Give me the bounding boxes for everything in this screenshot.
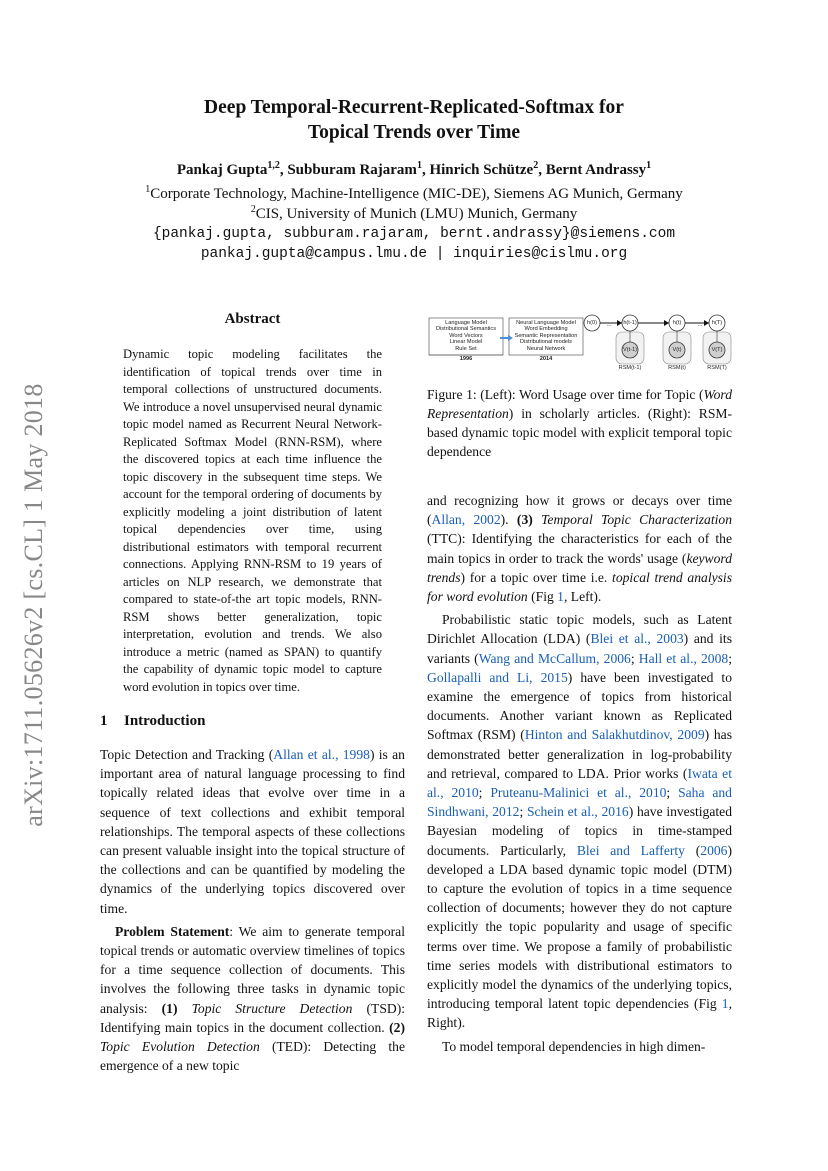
ellipsis: ... bbox=[697, 322, 703, 328]
italic-text: keyword trends bbox=[427, 550, 732, 585]
author-name: Bernt Andrassy bbox=[545, 162, 647, 178]
body-text: ). bbox=[500, 512, 517, 528]
citation-link[interactable]: Hinton and Salakhutdinov, 2009 bbox=[524, 727, 705, 743]
term-label: Semantic Representation bbox=[514, 332, 578, 339]
paragraph bbox=[100, 922, 405, 1076]
term-label: Word Embedding bbox=[524, 326, 568, 333]
rsm-label: RSM(T) bbox=[707, 365, 727, 371]
body-text: ) have been investigated to examine the emergence of topics from historical documents. Another variant known as Replicated Softmax (RSM) ( bbox=[427, 669, 733, 743]
bold-text: Problem Statement bbox=[115, 923, 230, 939]
term-label: Distributional models bbox=[520, 339, 572, 346]
visible-node-label: V(t) bbox=[672, 347, 682, 353]
author-affiliation-mark: 2 bbox=[533, 160, 539, 171]
body-text: ) is an important area of natural language processing to find topically related ideas that evolve over time in a sequence of text collections and exhibit temporal relationships. The temporal aspects of these collections can present valuable insight into the topical structure of the collections and can be quantified by modeling the dynamics of the underlying topics discovered over time. bbox=[100, 747, 405, 916]
body-text: and recognizing how it grows or decays over time ( bbox=[427, 493, 732, 528]
term-label: Neural Language Model bbox=[516, 320, 576, 326]
author-affiliation-mark: 1 bbox=[416, 160, 422, 171]
affiliation-mark: 2 bbox=[250, 204, 256, 215]
body-text: ; bbox=[666, 785, 679, 801]
hidden-node-label: h(0) bbox=[587, 320, 597, 326]
body-text: , Left). bbox=[563, 589, 602, 605]
term-label: Distributional Semantics bbox=[435, 326, 496, 333]
affiliation-text: Corporate Technology, Machine-Intelligence (MIC-DE), Siemens AG Munich, Germany bbox=[150, 186, 683, 202]
title-line-1: Deep Temporal-Recurrent-Replicated-Softmax for bbox=[204, 97, 624, 118]
citation-link[interactable]: Schein et al., 2016 bbox=[526, 804, 629, 820]
figure-1 bbox=[427, 312, 732, 374]
body-text: Probabilistic static topic models, such as Latent Dirichlet Allocation (LDA) ( bbox=[427, 612, 732, 647]
body-text: ) developed a LDA based dynamic topic model (DTM) to capture the evolution of topics in a time sequence collection of documents; however they do not capture explicitly the topic popularity and usage of specific terms over time. We propose a family of probabilistic time series models with distributional estimators to explicitly model the dynamics of the underlying topics, introducing temporal latent topic dependencies (Fig bbox=[427, 842, 732, 1012]
author-list: Pankaj Gupta$^{1,2}$, Subburam Rajaram$^1$, Hinrich Schütze$^2$, Bernt Andrassy$^1$ bbox=[176, 160, 652, 178]
email-line-1: {pankaj.gupta, subburam.rajaram, bernt.andrassy}@siemens.com bbox=[152, 226, 676, 242]
section-heading bbox=[100, 713, 205, 730]
body-text: (Fig bbox=[527, 589, 558, 605]
term-label: Word Vectors bbox=[449, 332, 483, 339]
citation-link[interactable]: Gollapalli and Li, 2015 bbox=[427, 669, 568, 685]
hidden-node-label: h(t) bbox=[672, 320, 682, 326]
citation-link[interactable]: Pruteanu-Malinici et al., 2010 bbox=[490, 785, 667, 801]
rsm-label: RSM(t-1) bbox=[618, 365, 642, 371]
arxiv-stamp: arXiv:1711.05626v2 [cs.CL] 1 May 2018 bbox=[19, 383, 48, 827]
citation-link[interactable]: Wang and McCallum, 2006 bbox=[478, 650, 631, 666]
italic-text: Word Representation bbox=[427, 387, 732, 421]
rsm-label: RSM(t) bbox=[668, 365, 686, 371]
body-text: Topic Detection and Tracking ( bbox=[100, 747, 274, 762]
paragraph bbox=[427, 610, 732, 1032]
hidden-node-label: h(T) bbox=[711, 320, 723, 326]
italic-text: Temporal Topic Characterization bbox=[541, 512, 733, 528]
body-text: Figure 1: (Left): Word Usage over time for Topic ( bbox=[427, 387, 704, 402]
citation-link[interactable]: Iwata et al., 2010 bbox=[427, 765, 732, 801]
body-text: (TTC): Identifying the characteristics for each of the main topics in order to track the words' usage ( bbox=[427, 531, 732, 566]
body-text: ) have investigated Bayesian modeling of topics in time-stamped documents. Particularly, bbox=[427, 804, 732, 858]
citation-link[interactable]: Saha and Sindhwani, 2012 bbox=[427, 785, 732, 820]
section-title: Introduction bbox=[124, 713, 206, 729]
body-text: ; bbox=[630, 650, 639, 666]
affiliation-mark: 1 bbox=[145, 184, 151, 195]
body-text: ) in scholarly articles. (Right): RSM-based dynamic topic model with explicit temporal topic dependence bbox=[427, 406, 732, 459]
author-name: Subburam Rajaram bbox=[287, 162, 417, 178]
list-1996 bbox=[429, 320, 503, 352]
arxiv-stamp-container bbox=[4, 360, 64, 850]
term-label: Language Model bbox=[445, 320, 487, 326]
body-text: ( bbox=[684, 842, 701, 858]
author-affiliation-mark: 1,2 bbox=[267, 160, 280, 171]
paragraph bbox=[427, 1037, 732, 1056]
citation-link[interactable]: Blei and Lafferty bbox=[576, 842, 685, 858]
paragraph bbox=[427, 491, 732, 606]
body-text: : We aim to generate temporal topical trends or automatic overview timelines of topics for a time sequence collection of documents. This involves the following three tasks in dynamic topic analysis: bbox=[100, 923, 405, 1016]
affiliation-2 bbox=[0, 206, 828, 223]
author-affiliation-mark: 1 bbox=[646, 160, 652, 171]
figure-caption bbox=[427, 385, 732, 461]
citation-link[interactable]: Hall et al., 2008 bbox=[638, 650, 729, 666]
left-column-body bbox=[100, 745, 405, 1075]
list-2014 bbox=[509, 320, 583, 352]
body-text: ) and its variants ( bbox=[427, 631, 732, 666]
term-label: Linear Model bbox=[449, 339, 483, 346]
year-1996: 1996 bbox=[459, 356, 473, 362]
title-line-2: Topical Trends over Time bbox=[307, 122, 521, 143]
body-text: ; bbox=[519, 804, 527, 820]
term-label: Rule Set bbox=[455, 345, 477, 352]
citation-link[interactable]: Blei et al., 2003 bbox=[590, 631, 684, 647]
italic-text: topical trend analysis for word evolution bbox=[427, 569, 732, 605]
body-text: ) has demonstrated better generalization in log-probability and retrieval, compared to LDA. Prior works ( bbox=[427, 727, 732, 781]
affiliation-1 bbox=[0, 186, 828, 203]
visible-node-label: V(T) bbox=[711, 347, 723, 353]
body-text: (TSD): Identifying main topics in the document collection. bbox=[100, 1000, 405, 1035]
citation-link[interactable]: Allan, 2002 bbox=[431, 512, 501, 528]
ellipsis: ... bbox=[606, 322, 612, 328]
visible-node-label: V(t-1) bbox=[623, 347, 637, 353]
bold-text: (2) bbox=[389, 1019, 405, 1035]
bold-text: (1) bbox=[161, 1000, 192, 1016]
right-column-body bbox=[427, 491, 732, 1056]
body-text: To model temporal dependencies in high dimen- bbox=[442, 1038, 706, 1054]
abstract-heading: Abstract bbox=[224, 311, 281, 327]
abstract-body: Dynamic topic modeling facilitates the identification of topical trends over time in temporal collections of unstructured documents. We introduce a novel unsupervised neural dynamic topic model named as Recurrent Neural Network-Replicated Softmax Model (RNN-RSM), where the discovered topics at each time influence the topic discovery in the subsequent time steps. We account for the temporal ordering of documents by explicitly modeling a joint distribution of latent topical dependencies over time, using distributional estimators with temporal recurrent connections. Applying RNN-RSM to 19 years of articles on NLP research, we demonstrate that compared to state-of-the art topic models, RNN-RSM shows better generalization, topic interpretation, evolution and trends. We also introduce a metric (named as SPAN) to quantify the capability of dynamic topic model to capture word evolution in topics over time. bbox=[123, 347, 382, 694]
italic-text: Topic Evolution Detection bbox=[100, 1039, 260, 1055]
body-text: ; bbox=[728, 650, 732, 666]
author-name: Hinrich Schütze bbox=[429, 162, 534, 178]
bold-text: (3) bbox=[516, 512, 542, 528]
author-name: Pankaj Gupta bbox=[176, 162, 268, 178]
email-line-2: pankaj.gupta@campus.lmu.de | inquiries@cislmu.org bbox=[200, 246, 628, 262]
citation-link[interactable]: 1 bbox=[721, 996, 729, 1012]
term-label: Neural Network bbox=[526, 345, 566, 352]
paragraph bbox=[100, 745, 405, 918]
year-2014: 2014 bbox=[539, 356, 553, 362]
affiliation-text: CIS, University of Munich (LMU) Munich, Germany bbox=[255, 206, 578, 222]
hidden-node-label: h(t-1) bbox=[623, 320, 637, 326]
citation-link[interactable]: Allan et al., 1998 bbox=[273, 747, 370, 762]
body-text: ) for a topic over time i.e. bbox=[460, 569, 613, 585]
italic-text: Topic Structure Detection bbox=[191, 1000, 353, 1016]
citation-link[interactable]: 2006 bbox=[700, 842, 728, 858]
body-text: ; bbox=[478, 785, 491, 801]
section-number: 1 bbox=[100, 713, 108, 729]
body-text: (TED): Detecting the emergence of a new topic bbox=[100, 1039, 405, 1074]
body-text: , Right). bbox=[427, 996, 732, 1031]
citation-link[interactable]: 1 bbox=[557, 589, 564, 605]
paper-title bbox=[0, 95, 828, 145]
